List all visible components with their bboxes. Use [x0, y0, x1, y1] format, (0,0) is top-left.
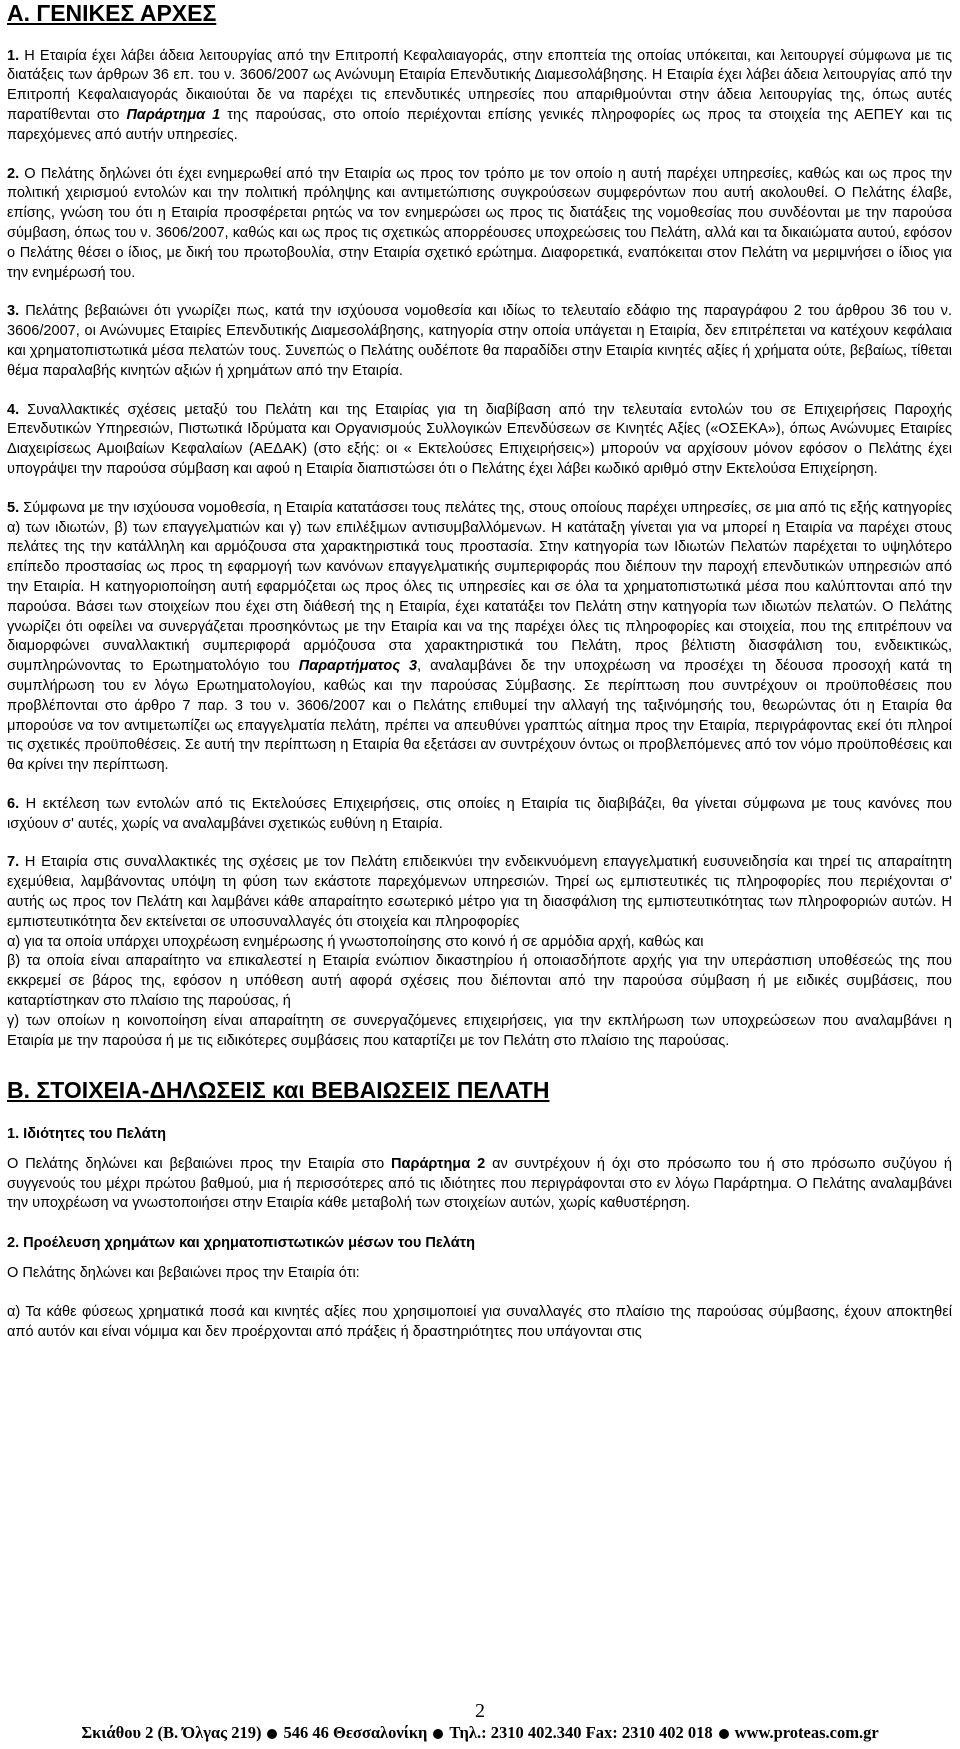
- annex-reference: Παράρτημα 1: [126, 106, 221, 123]
- section-a-item-4: [7, 401, 952, 480]
- section-b-sub1-text: [7, 1155, 952, 1214]
- section-b-subheading-1: 1. Ιδιότητες του Πελάτη: [7, 1126, 167, 1143]
- section-a-item-3: [7, 302, 952, 381]
- item-number: 3.: [7, 303, 20, 320]
- item-text: Πελάτης βεβαιώνει ότι γνωρίζει πως, κατά την ισχύουσα νομοθεσία και ιδίως το τελευταίο εδάφιο της παραγράφου 2 του άρθρου 36 του ν. 3606/2007, οι Ανώνυμες Εταιρίες Επενδυτικής Διαμεσολάβησης, κατηγορία στην οποία υπάγεται η Εταιρία, δεν επιτρέπεται να κατέχουν κεφάλαια και χρηματοπιστωτικά μέσα πελατών τους. Συνεπώς ο Πελάτης ουδέποτε θα παραδίδει στην Εταιρία κινητές αξίες ή χρήματα ούτε, βεβαίως, τίθεται θέμα παραλαβής κινητών αξιών ή χρημάτων από την Εταιρία.: [7, 303, 952, 379]
- sub1-text: Ο Πελάτης δηλώνει και βεβαιώνει προς την Εταιρία στο: [7, 1155, 392, 1172]
- item-7-point-b: β) τα οποία είναι απαραίτητο να επικαλεστεί η Εταιρία ενώπιον δικαστηρίου ή οποιασδήποτε αρχής για την υπεράσπιση υποθέσεώς της που εκκρεμεί σε βάρος της, εφόσον η υπόθεση αυτή αφορά σχέσεις που διέπονται από την παρούσα σύμβαση ή με ειδικές συμβάσεις, που καταρτίστηκαν στο πλαίσιο της παρούσας, ή: [7, 953, 952, 1010]
- item-number: 6.: [7, 795, 20, 812]
- footer-postal: 546 46 Θεσσαλονίκη: [283, 1723, 428, 1742]
- item-text: Η εκτέλεση των εντολών από τις Εκτελούσες Επιχειρήσεις, στις οποίες η Εταιρία τις διαβιβάζει, θα γίνεται σύμφωνα με τους κανόνες που ισχύουν σ' αυτές, χωρίς να αναλαμβάνει σχετικώς ευθύνη η Εταιρία.: [7, 795, 952, 832]
- footer-address: Σκιάθου 2 (Β. Όλγας 219): [81, 1723, 262, 1742]
- bullet-icon: [433, 1729, 443, 1739]
- item-number: 2.: [7, 165, 20, 182]
- section-b-sub2-item-a: α) Τα κάθε φύσεως χρηματικά ποσά και κινητές αξίες που χρησιμοποιεί για συναλλαγές στο πλαίσιο της παρούσας σύμβασης, έχουν αποκτηθεί από αυτόν και είναι νόμιμα και δεν προέρχονται από πράξεις ή δραστηριότητες που υπάγονται στις: [7, 1303, 952, 1340]
- page-footer: [0, 1700, 960, 1744]
- item-text: Ο Πελάτης δηλώνει ότι έχει ενημερωθεί από την Εταιρία ως προς τον τρόπο με τον οποίο η αυτή παρέχει υπηρεσίες, καθώς και ως προς την πολιτική χειρισμού εντολών και την πολιτική πρόληψης και αντιμετώπισης συγκρούσεων συμφερόντων που αυτή ακολουθεί. Ο Πελάτης έλαβε, επίσης, γνώση του ότι η Εταιρία προσφέρεται ρητώς να τον ενημερώσει ως προς τις διατάξεις της νομοθεσίας που συνδέονται με την παρούσα σύμβαση, όπως του ν. 3606/2007, καθώς και ως προς τις σχετικώς απορρέουσες υποχρεώσεις του Πελάτη, αλλά και τα δικαιώματα αυτού, εφόσον ο Πελάτης θέσει ο ίδιος, με δική του πρωτοβουλία, στην Εταιρία σχετικό ερώτημα. Διαφορετικά, εναπόκειται στον Πελάτη να μεριμνήσει ο ίδιος για την ενημέρωσή του.: [7, 165, 952, 281]
- section-a-item-6: [7, 795, 952, 835]
- footer-contact-line: [0, 1722, 960, 1744]
- page-number: 2: [475, 1700, 485, 1722]
- item-text: Σύμφωνα με την ισχύουσα νομοθεσία, η Εταιρία κατατάσσει τους πελάτες της, στους οποίους παρέχει υπηρεσίες, σε μια από τις εξής κατηγορίες α) των ιδιωτών, β) των επαγγελματιών και γ) των επιλέξιμων αντισυμβαλλόμενων. Η κατάταξη γίνεται για να μπορεί η Εταιρία να παρέχει στους πελάτες της την κατάλληλη και αρμόζουσα στα χαρακτηριστικά τους προστασία. Στην κατηγορία των Ιδιωτών Πελατών παρέχεται το υψηλότερο επίπεδο προστασίας ως προς τη εφαρμογή των κανόνων επαγγελματικής συμπεριφοράς που διέπουν την παροχή επενδυτικών υπηρεσιών από την Εταιρία. Η κατηγοριοποίηση αυτή εφαρμόζεται ως προς όλες τις υπηρεσίες και σε όλα τα χρηματοπιστωτικά μέσα που καλύπτονται από την παρούσα. Βάσει των στοιχείων που έχει στη διάθεσή της η Εταιρία, έχει κατατάξει τον Πελάτη στην κατηγορία των ιδιωτών πελατών. Ο Πελάτης γνωρίζει ότι οφείλει να συνεργάζεται προσηκόντως με την Εταιρία και να της παρέχει όλες τις πληροφορίες και στοιχεία, που της επιτρέπουν να διαμορφώνει συναλλακτική συμπεριφορά αρμόζουσα στα χαρακτηριστικά του Πελάτη, προς βέλτιστη διασφάλιση του, ενδεικτικώς, συμπληρώνοντας το Ερωτηματολόγιο του: [7, 499, 952, 675]
- item-text: Συναλλακτικές σχέσεις μεταξύ του Πελάτη και της Εταιρίας για τη διαβίβαση από την τελευταία εντολών του σε Επιχειρήσεις Παροχής Επενδυτικών Υπηρεσιών, Πιστωτικά Ιδρύματα και Οργανισμούς Συλλογικών Επενδύσεων σε Κινητές Αξίες («ΟΣΕΚΑ»), όπως Ανώνυμες Εταιρίες Διαχειρίσεως Αμοιβαίων Κεφαλαίων (ΑΕΔΑΚ) (στο εξής: οι « Εκτελούσες Επιχειρήσεις») μπορούν να αρχίσουν μόνον εφόσον ο Πελάτης έχει υπογράψει την παρούσα σύμβαση και αφού η Εταιρία διαπιστώσει ότι ο Πελάτης έχει λάβει κωδικό αριθμό στην Εκτελούσα Επιχείρηση.: [7, 401, 952, 477]
- section-a-item-5: [7, 499, 952, 776]
- item-7-point-c: γ) των οποίων η κοινοποίηση είναι απαραίτητη σε συνεργαζόμενες επιχειρήσεις, για την εκπλήρωση των υποχρεώσεων που αναλαμβάνει η Εταιρία με την παρούσα ή με τις ειδικότερες συμβάσεις που καταρτίζει με τον Πελάτη στο πλαίσιο της παρούσας.: [7, 1012, 952, 1049]
- annex-reference: Παράρτημα 2: [391, 1155, 486, 1172]
- bullet-icon: [719, 1729, 729, 1739]
- section-a-item-1: [7, 47, 952, 146]
- item-7-point-a: α) για τα οποία υπάρχει υποχρέωση ενημέρωσης ή γνωστοποίησης στο κοινό ή σε αρμόδια αρχή, καθώς και: [7, 933, 704, 950]
- item-text-cont: της παρούσας, στο οποίο περιέχονται επίσης γενικές πληροφορίες ως προς τα στοιχεία της ΑΕΠΕΥ και τις παρεχόμενες από αυτήν υπηρεσίες.: [7, 106, 952, 143]
- item-number: 7.: [7, 854, 20, 871]
- item-number: 4.: [7, 401, 20, 418]
- bullet-icon: [267, 1729, 277, 1739]
- section-b-sub2-text: Ο Πελάτης δηλώνει και βεβαιώνει προς την Εταιρία ότι:: [7, 1265, 360, 1282]
- item-number: 1.: [7, 47, 20, 64]
- item-number: 5.: [7, 499, 20, 516]
- section-b-title: Β. ΣΤΟΙΧΕΙΑ-ΔΗΛΩΣΕΙΣ και ΒΕΒΑΙΩΣΕΙΣ ΠΕΛΑΤΗ: [7, 1077, 550, 1104]
- footer-phones: Τηλ.: 2310 402.340 Fax: 2310 402 018: [449, 1723, 713, 1742]
- item-text: Η Εταιρία έχει λάβει άδεια λειτουργίας από την Επιτροπή Κεφαλαιαγοράς, στην εποπτεία της οποίας υπόκειται, και λειτουργεί σύμφωνα με τις διατάξεις των άρθρων 36 επ. του ν. 3606/2007 ως Ανώνυμη Εταιρία Επενδυτικής Διαμεσολάβησης. Η Εταιρία έχει λάβει άδεια λειτουργίας από την Επιτροπή Κεφαλαιαγοράς δικαιούται δε να παρέχει τις επενδυτικές υπηρεσίες που απαριθμούνται στην άδεια λειτουργίας της, όπως αυτές παρατίθενται στο: [7, 47, 952, 123]
- section-a-item-7: [7, 853, 952, 932]
- item-text: Η Εταιρία στις συναλλακτικές της σχέσεις με τον Πελάτη επιδεικνύει την ενδεικνυόμενη επαγγελματική ευσυνειδησία και τηρεί τις απαραίτητη εχεμύθεια, λαμβάνοντας υπόψη τη φύση των εκάστοτε παρεχόμενων υπηρεσιών. Τηρεί ως εμπιστευτικές τις πληροφορίες που περιέχονται σ' αυτής ως προς τον Πελάτη και λαμβάνει κάθε απαραίτητο εσωτερικό μέτρο για τη διασφάλιση της εμπιστευτικότητας των πληροφοριών αυτών. Η εμπιστευτικότητα δεν εκτείνεται σε υποσυναλλαγές ότι στοιχεία και πληροφορίες: [7, 854, 952, 930]
- section-a-title: Α. ΓΕΝΙΚΕΣ ΑΡΧΕΣ: [7, 0, 217, 26]
- section-a-item-2: [7, 165, 952, 284]
- annex-reference: Παραρτήματος 3: [298, 658, 418, 675]
- item-text-cont: , αναλαμβάνει δε την υποχρέωση να προσέχει τη δέουσα προσοχή κατά τη συμπλήρωση του εν λόγω Ερωτηματολογίου, καθώς και την παρούσας Σύμβασης. Σε περίπτωση που συντρέχουν οι προϋποθέσεις που προβλέπονται στο άρθρο 7 παρ. 3 του ν. 3606/2007 και ο Πελάτης επιθυμεί την αλλαγή της ταξινόμησής του, θεωρώντας ότι η Εταιρία θα μπορούσε να τον αντιμετωπίζει ως επαγγελματία πελάτη, πρέπει να απευθύνει γραπτώς αίτημα προς την Εταιρία, περιγράφοντας εκεί ότι πληροί τις σχετικές προϋποθέσεις. Σε αυτή την περίπτωση η Εταιρία θα εξετάσει αν συντρέχουν όντως οι προβλεπόμενες από τον νόμο προϋποθέσεις και θα κρίνει την περίπτωση.: [7, 658, 952, 774]
- footer-website[interactable]: www.proteas.com.gr: [734, 1723, 879, 1742]
- sub1-text-cont: αν συντρέχουν ή όχι στο πρόσωπο του ή στο πρόσωπο συζύγου ή συγγενούς του μέχρι πρώτου βαθμού, μια ή περισσότερες από τις ιδιότητες που περιγράφονται στο εν λόγω Παράρτημα. Ο Πελάτης αναλαμβάνει την υποχρέωση να γνωστοποιήσει στην Εταιρία κάθε μεταβολή των στοιχείων αυτών, χωρίς καθυστέρηση.: [7, 1155, 952, 1212]
- section-b-subheading-2: 2. Προέλευση χρημάτων και χρηματοπιστωτικών μέσων του Πελάτη: [7, 1235, 476, 1252]
